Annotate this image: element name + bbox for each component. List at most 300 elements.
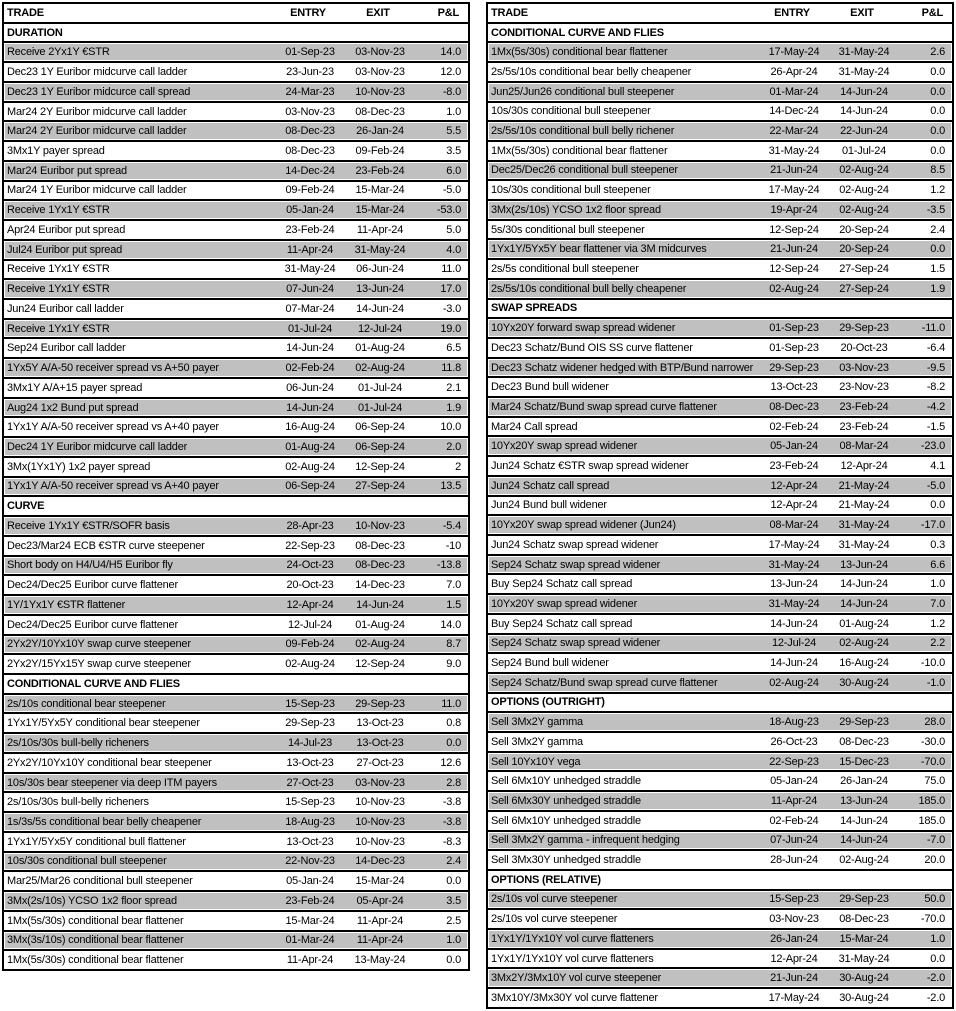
- entry-date: 17-May-24: [768, 46, 820, 59]
- exit-date: 12-Apr-24: [840, 460, 888, 473]
- table-row: [488, 418, 952, 438]
- trade-name: Sell 3Mx2Y gamma: [491, 735, 583, 748]
- pnl-value: -30.0: [920, 735, 945, 748]
- entry-date: 16-Aug-24: [285, 421, 335, 434]
- table-row: [488, 595, 952, 615]
- exit-date: 20-Sep-24: [839, 243, 889, 256]
- exit-date: 27-Sep-24: [355, 480, 405, 493]
- trade-name: 1Mx(5s/30s) conditional bear flattener: [491, 46, 668, 59]
- exit-date: 11-Apr-24: [356, 914, 404, 927]
- pnl-value: 11.0: [441, 263, 461, 276]
- trade-name: Sep24 Bund bull widener: [491, 657, 609, 670]
- exit-date: 02-Aug-24: [839, 854, 889, 867]
- exit-date: 15-Mar-24: [839, 932, 889, 945]
- exit-date: 31-May-24: [838, 538, 890, 551]
- table-row: [488, 359, 952, 379]
- column-header-row: [488, 4, 952, 24]
- table-row: [4, 951, 468, 969]
- table-row: [488, 319, 952, 339]
- table-row: [488, 615, 952, 635]
- column-header-pnl: P&L: [437, 6, 459, 19]
- pnl-value: 1.9: [930, 282, 945, 295]
- trade-name: 1Yx1Y/1Yx10Y vol curve flatteners: [491, 932, 654, 945]
- column-header-trade: TRADE: [7, 6, 44, 19]
- entry-date: 11-Apr-24: [770, 794, 818, 807]
- section-title: OPTIONS (OUTRIGHT): [491, 696, 605, 709]
- table-row: [4, 43, 468, 63]
- exit-date: 02-Aug-24: [839, 184, 889, 197]
- trade-name: Dec23 Bund bull widener: [491, 381, 609, 394]
- entry-date: 01-Mar-24: [285, 934, 335, 947]
- table-row: [488, 930, 952, 950]
- pnl-value: 2: [455, 460, 461, 473]
- trade-name: 1Yx1Y/5Yx5Y conditional bear steepener: [7, 717, 200, 730]
- entry-date: 17-May-24: [768, 992, 820, 1004]
- exit-date: 31-May-24: [838, 65, 890, 78]
- table-row: [488, 43, 952, 63]
- table-row: [488, 950, 952, 970]
- table-row: [4, 418, 468, 438]
- pnl-value: -1.5: [926, 420, 945, 433]
- entry-date: 27-Oct-23: [286, 776, 334, 789]
- entry-date: 11-Apr-24: [286, 243, 334, 256]
- trade-name: 1Yx1Y/1Yx10Y vol curve flatteners: [491, 952, 654, 965]
- pnl-value: 0.0: [446, 875, 461, 888]
- table-row: [488, 832, 952, 852]
- entry-date: 14-Jun-24: [286, 401, 334, 414]
- table-row: [4, 853, 468, 873]
- pnl-value: 2.6: [930, 46, 945, 59]
- pnl-value: 0.0: [930, 125, 945, 138]
- pnl-value: -5.0: [442, 184, 461, 197]
- pnl-value: 6.0: [446, 164, 461, 177]
- table-row: [4, 399, 468, 419]
- pnl-value: 0.0: [930, 65, 945, 78]
- trade-name: Dec23/Mar24 ECB €STR curve steepener: [7, 539, 205, 552]
- trade-name: Dec24/Dec25 Euribor curve flattener: [7, 618, 178, 631]
- trade-name: Sell 6Mx10Y unhedged straddle: [491, 775, 641, 788]
- entry-date: 18-Aug-23: [769, 716, 819, 729]
- table-row: [488, 516, 952, 536]
- trade-name: 10s/30s conditional bull steepener: [491, 105, 651, 118]
- entry-date: 12-Apr-24: [770, 479, 818, 492]
- entry-date: 21-Jun-24: [770, 164, 818, 177]
- exit-date: 14-Jun-24: [356, 302, 404, 315]
- trade-name: 2s/10s vol curve steepener: [491, 913, 618, 926]
- trade-name: Dec25/Dec26 conditional bull steepener: [491, 164, 678, 177]
- pnl-value: -2.0: [926, 992, 945, 1004]
- trade-name: 2s/5s/10s conditional bull belly cheapener: [491, 282, 687, 295]
- entry-date: 09-Feb-24: [285, 184, 335, 197]
- exit-date: 11-Apr-24: [356, 934, 404, 947]
- pnl-value: 0.3: [930, 538, 945, 551]
- exit-date: 31-May-24: [838, 46, 890, 59]
- entry-date: 08-Dec-23: [285, 145, 335, 157]
- table-row: [488, 398, 952, 418]
- exit-date: 06-Sep-24: [355, 421, 405, 434]
- table-row: [4, 872, 468, 892]
- trade-name: Receive 1Yx1Y €STR: [7, 263, 110, 276]
- table-row: [488, 674, 952, 694]
- trade-name: Jul24 Euribor put spread: [7, 243, 123, 256]
- pnl-value: 14.0: [440, 46, 461, 59]
- exit-date: 29-Sep-23: [839, 893, 889, 906]
- entry-date: 01-Jul-24: [287, 322, 333, 335]
- entry-date: 26-Apr-24: [770, 65, 818, 78]
- table-row: [4, 557, 468, 577]
- table-row: [4, 932, 468, 952]
- table-row: [488, 753, 952, 773]
- pnl-value: 20.0: [924, 854, 945, 867]
- entry-date: 17-May-24: [768, 538, 820, 551]
- table-row: [488, 910, 952, 930]
- section-header-row: [488, 24, 952, 44]
- pnl-value: 9.0: [446, 658, 461, 671]
- entry-date: 14-Jul-23: [287, 737, 333, 750]
- entry-date: 21-Jun-24: [770, 243, 818, 256]
- table-row: [488, 713, 952, 733]
- trade-name: 2s/10s/30s bull-belly richeners: [7, 737, 149, 750]
- trade-name: 2Yx2Y/10Yx10Y conditional bear steepener: [7, 756, 212, 769]
- exit-date: 31-May-24: [354, 243, 406, 256]
- entry-date: 02-Feb-24: [769, 814, 819, 827]
- trade-name: Jun25/Jun26 conditional bull steepener: [491, 85, 675, 98]
- table-row: [4, 774, 468, 794]
- table-row: [488, 477, 952, 497]
- pnl-value: 5.0: [446, 223, 461, 236]
- pnl-value: 0.0: [930, 105, 945, 118]
- trade-name: Buy Sep24 Schatz call spread: [491, 617, 633, 630]
- entry-date: 03-Nov-23: [769, 913, 819, 926]
- table-row: [4, 517, 468, 537]
- entry-date: 06-Jun-24: [286, 381, 334, 394]
- trade-name: Receive 2Yx1Y €STR: [7, 46, 110, 59]
- entry-date: 12-Sep-24: [769, 223, 819, 236]
- entry-date: 15-Mar-24: [285, 914, 335, 927]
- trade-name: Mar24 Call spread: [491, 420, 578, 433]
- exit-date: 10-Nov-23: [355, 835, 405, 848]
- entry-date: 07-Mar-24: [285, 302, 335, 315]
- table-row: [488, 378, 952, 398]
- table-row: [488, 122, 952, 142]
- trade-name: Sell 6Mx30Y unhedged straddle: [491, 794, 641, 807]
- exit-date: 20-Oct-23: [840, 341, 888, 354]
- exit-date: 01-Jul-24: [841, 144, 887, 157]
- exit-date: 02-Aug-24: [839, 637, 889, 650]
- pnl-value: -7.0: [926, 834, 945, 847]
- pnl-value: 12.0: [440, 66, 461, 79]
- trade-name: 2s/5s conditional bull steepener: [491, 262, 639, 275]
- exit-date: 26-Jan-24: [356, 125, 404, 138]
- entry-date: 02-Aug-24: [285, 460, 335, 473]
- table-row: [488, 437, 952, 457]
- section-title: CONDITIONAL CURVE AND FLIES: [7, 677, 180, 690]
- exit-date: 14-Dec-23: [355, 855, 405, 868]
- pnl-value: 14.0: [440, 618, 461, 631]
- entry-date: 23-Feb-24: [769, 460, 819, 473]
- trade-name: Jun24 Schatz call spread: [491, 479, 610, 492]
- exit-date: 01-Jul-24: [357, 401, 403, 414]
- trade-name: Jun24 Euribor call ladder: [7, 302, 124, 315]
- entry-date: 01-Sep-23: [769, 322, 819, 335]
- table-row: [488, 851, 952, 871]
- exit-date: 01-Aug-24: [355, 618, 405, 631]
- table-row: [4, 339, 468, 359]
- trade-name: 5s/30s conditional bull steepener: [491, 223, 645, 236]
- pnl-value: 50.0: [924, 893, 945, 906]
- entry-date: 18-Aug-23: [285, 815, 335, 828]
- entry-date: 13-Oct-23: [286, 756, 334, 769]
- entry-date: 15-Sep-23: [769, 893, 819, 906]
- trade-name: Sep24 Schatz/Bund swap spread curve flattener: [491, 676, 718, 689]
- exit-date: 13-Oct-23: [356, 737, 404, 750]
- table-row: [4, 280, 468, 300]
- pnl-value: 1.2: [930, 184, 945, 197]
- pnl-value: 4.0: [446, 243, 461, 256]
- table-row: [488, 891, 952, 911]
- pnl-value: -13.8: [436, 559, 461, 572]
- table-row: [4, 813, 468, 833]
- pnl-value: 0.0: [446, 737, 461, 750]
- table-row: [488, 280, 952, 300]
- table-row: [4, 241, 468, 261]
- entry-date: 14-Jun-24: [286, 342, 334, 355]
- table-row: [488, 556, 952, 576]
- entry-date: 05-Jan-24: [770, 775, 818, 788]
- entry-date: 03-Nov-23: [285, 105, 335, 118]
- exit-date: 23-Feb-24: [839, 420, 889, 433]
- pnl-value: -70.0: [920, 755, 945, 768]
- pnl-value: 0.0: [930, 243, 945, 256]
- pnl-value: 1.0: [930, 932, 945, 945]
- table-row: [488, 457, 952, 477]
- entry-date: 22-Mar-24: [769, 125, 819, 138]
- exit-date: 01-Aug-24: [355, 342, 405, 355]
- pnl-value: 8.7: [446, 638, 461, 651]
- entry-date: 22-Nov-23: [285, 855, 335, 868]
- trade-name: Mar24 Schatz/Bund swap spread curve flattener: [491, 400, 717, 413]
- section-title: SWAP SPREADS: [491, 302, 578, 315]
- pnl-value: 1.0: [446, 105, 461, 118]
- entry-date: 31-May-24: [768, 597, 820, 610]
- exit-date: 30-Aug-24: [839, 676, 889, 689]
- table-row: [4, 300, 468, 320]
- exit-date: 21-May-24: [838, 499, 890, 512]
- entry-date: 22-Sep-23: [285, 539, 335, 552]
- exit-date: 02-Aug-24: [839, 164, 889, 177]
- section-header-row: [4, 24, 468, 44]
- entry-date: 13-Oct-23: [286, 835, 334, 848]
- pnl-value: -23.0: [920, 440, 945, 453]
- trade-name: 2s/10s vol curve steepener: [491, 893, 618, 906]
- section-title: CONDITIONAL CURVE AND FLIES: [491, 26, 664, 39]
- table-row: [4, 833, 468, 853]
- entry-date: 29-Sep-23: [285, 717, 335, 730]
- table-row: [4, 458, 468, 478]
- trade-name: 1s/3s/5s conditional bear belly cheapener: [7, 815, 202, 828]
- exit-date: 13-May-24: [354, 954, 406, 967]
- table-row: [488, 103, 952, 123]
- entry-date: 12-Jul-24: [771, 637, 817, 650]
- table-row: [4, 320, 468, 340]
- pnl-value: -4.2: [926, 400, 945, 413]
- exit-date: 15-Mar-24: [355, 204, 405, 217]
- trade-name: Sell 3Mx2Y gamma - infrequent hedging: [491, 834, 680, 847]
- table-row: [4, 379, 468, 399]
- pnl-value: -3.5: [926, 203, 945, 216]
- trade-name: 1Mx(5s/30s) conditional bear flattener: [491, 144, 668, 157]
- exit-date: 13-Jun-24: [356, 283, 404, 296]
- pnl-value: 3.5: [446, 894, 461, 907]
- trade-name: 10s/30s conditional bull steepener: [7, 855, 167, 868]
- entry-date: 24-Oct-23: [286, 559, 334, 572]
- exit-date: 27-Sep-24: [839, 262, 889, 275]
- table-row: [4, 576, 468, 596]
- pnl-value: 11.8: [441, 362, 461, 375]
- exit-date: 20-Sep-24: [839, 223, 889, 236]
- section-header-row: [488, 871, 952, 891]
- pnl-value: 2.8: [446, 776, 461, 789]
- pnl-value: 0.0: [930, 952, 945, 965]
- column-header-entry: ENTRY: [290, 6, 326, 19]
- pnl-value: 0.0: [930, 499, 945, 512]
- table-row: [4, 83, 468, 103]
- exit-date: 03-Nov-23: [355, 46, 405, 59]
- table-row: [488, 654, 952, 674]
- pnl-value: -3.0: [442, 302, 461, 315]
- trade-name: Sep24 Schatz swap spread widener: [491, 558, 661, 571]
- pnl-value: -1.0: [926, 676, 945, 689]
- exit-date: 14-Jun-24: [840, 597, 888, 610]
- trade-name: 10Yx20Y swap spread widener (Jun24): [491, 519, 676, 532]
- section-header-row: [4, 497, 468, 517]
- exit-date: 08-Mar-24: [839, 440, 889, 453]
- entry-date: 23-Feb-24: [285, 894, 335, 907]
- entry-date: 08-Mar-24: [769, 519, 819, 532]
- exit-date: 14-Jun-24: [840, 105, 888, 118]
- section-title: DURATION: [7, 26, 63, 39]
- trade-name: 1Mx(5s/30s) conditional bear flattener: [7, 954, 184, 967]
- pnl-value: -3.8: [442, 796, 461, 809]
- pnl-value: 19.0: [440, 322, 461, 335]
- pnl-value: 17.0: [440, 283, 461, 296]
- pnl-value: -8.0: [442, 85, 461, 98]
- pnl-value: -53.0: [436, 204, 461, 217]
- entry-date: 01-Sep-23: [285, 46, 335, 59]
- pnl-value: 185.0: [918, 814, 945, 827]
- trade-name: Sell 3Mx30Y unhedged straddle: [491, 854, 641, 867]
- exit-date: 10-Nov-23: [355, 796, 405, 809]
- exit-date: 13-Oct-23: [356, 717, 404, 730]
- pnl-value: -2.0: [926, 972, 945, 985]
- pnl-value: 12.6: [440, 756, 461, 769]
- trade-name: Sep24 Schatz swap spread widener: [491, 637, 661, 650]
- entry-date: 01-Mar-24: [769, 85, 819, 98]
- exit-date: 10-Nov-23: [355, 85, 405, 98]
- trade-name: 10s/30s conditional bull steepener: [491, 184, 651, 197]
- exit-date: 02-Aug-24: [355, 638, 405, 651]
- exit-date: 08-Dec-23: [355, 105, 405, 118]
- pnl-value: -6.4: [926, 341, 945, 354]
- exit-date: 13-Jun-24: [840, 794, 888, 807]
- table-row: [488, 792, 952, 812]
- exit-date: 08-Dec-23: [839, 913, 889, 926]
- pnl-value: 1.0: [930, 578, 945, 591]
- table-row: [4, 122, 468, 142]
- entry-date: 26-Jan-24: [770, 932, 818, 945]
- entry-date: 23-Jun-23: [286, 66, 334, 79]
- trade-name: Receive 1Yx1Y €STR/SOFR basis: [7, 519, 170, 532]
- table-row: [488, 221, 952, 241]
- pnl-value: -10: [445, 539, 461, 552]
- entry-date: 24-Mar-23: [285, 85, 335, 98]
- pnl-value: 5.5: [446, 125, 461, 138]
- entry-date: 31-May-24: [768, 558, 820, 571]
- entry-date: 11-Apr-24: [286, 954, 334, 967]
- entry-date: 14-Jun-24: [770, 617, 818, 630]
- entry-date: 02-Aug-24: [769, 676, 819, 689]
- table-row: [4, 142, 468, 162]
- trade-name: Receive 1Yx1Y €STR: [7, 204, 110, 217]
- trade-name: Mar25/Mar26 conditional bull steepener: [7, 875, 193, 888]
- pnl-value: 7.0: [446, 579, 461, 592]
- exit-date: 15-Dec-23: [839, 755, 889, 768]
- table-row: [4, 892, 468, 912]
- exit-date: 14-Jun-24: [840, 85, 888, 98]
- pnl-value: 1.2: [930, 617, 945, 630]
- section-header-row: [488, 694, 952, 714]
- entry-date: 07-Jun-24: [286, 283, 334, 296]
- pnl-value: 6.6: [930, 558, 945, 571]
- pnl-value: 2.1: [446, 381, 461, 394]
- entry-date: 01-Sep-23: [769, 341, 819, 354]
- exit-date: 08-Dec-23: [355, 559, 405, 572]
- pnl-value: 28.0: [924, 716, 945, 729]
- trade-name: Aug24 1x2 Bund put spread: [7, 401, 139, 414]
- trade-name: 2Yx2Y/15Yx15Y swap curve steepener: [7, 658, 191, 671]
- pnl-value: 2.2: [930, 637, 945, 650]
- table-row: [488, 162, 952, 182]
- trade-name: 1Yx1Y/5Yx5Y conditional bull flattener: [7, 835, 186, 848]
- exit-date: 01-Aug-24: [839, 617, 889, 630]
- pnl-value: 1.0: [446, 934, 461, 947]
- exit-date: 10-Nov-23: [355, 519, 405, 532]
- pnl-value: 2.4: [446, 855, 461, 868]
- pnl-value: 13.5: [440, 480, 461, 493]
- trade-name: 1Yx1Y/5Yx5Y bear flattener via 3M midcurves: [491, 243, 707, 256]
- entry-date: 01-Aug-24: [285, 441, 335, 454]
- trade-name: Mar24 2Y Euribor midcurve call ladder: [7, 105, 187, 118]
- exit-date: 23-Feb-24: [355, 164, 405, 177]
- pnl-value: 1.9: [446, 401, 461, 414]
- trade-name: Sell 10Yx10Y vega: [491, 755, 581, 768]
- table-row: [488, 63, 952, 83]
- pnl-value: 7.0: [930, 597, 945, 610]
- trade-name: 10Yx20Y swap spread widener: [491, 440, 638, 453]
- table-row: [488, 83, 952, 103]
- exit-date: 14-Jun-24: [356, 598, 404, 611]
- table-row: [4, 636, 468, 656]
- section-header-row: [488, 300, 952, 320]
- pnl-value: -5.4: [442, 519, 461, 532]
- pnl-value: 2.4: [930, 223, 945, 236]
- entry-date: 14-Dec-24: [285, 164, 335, 177]
- entry-date: 14-Jun-24: [770, 657, 818, 670]
- trade-name: 3Mx1Y payer spread: [7, 145, 105, 157]
- entry-date: 07-Jun-24: [770, 834, 818, 847]
- entry-date: 09-Feb-24: [285, 638, 335, 651]
- exit-date: 14-Jun-24: [840, 578, 888, 591]
